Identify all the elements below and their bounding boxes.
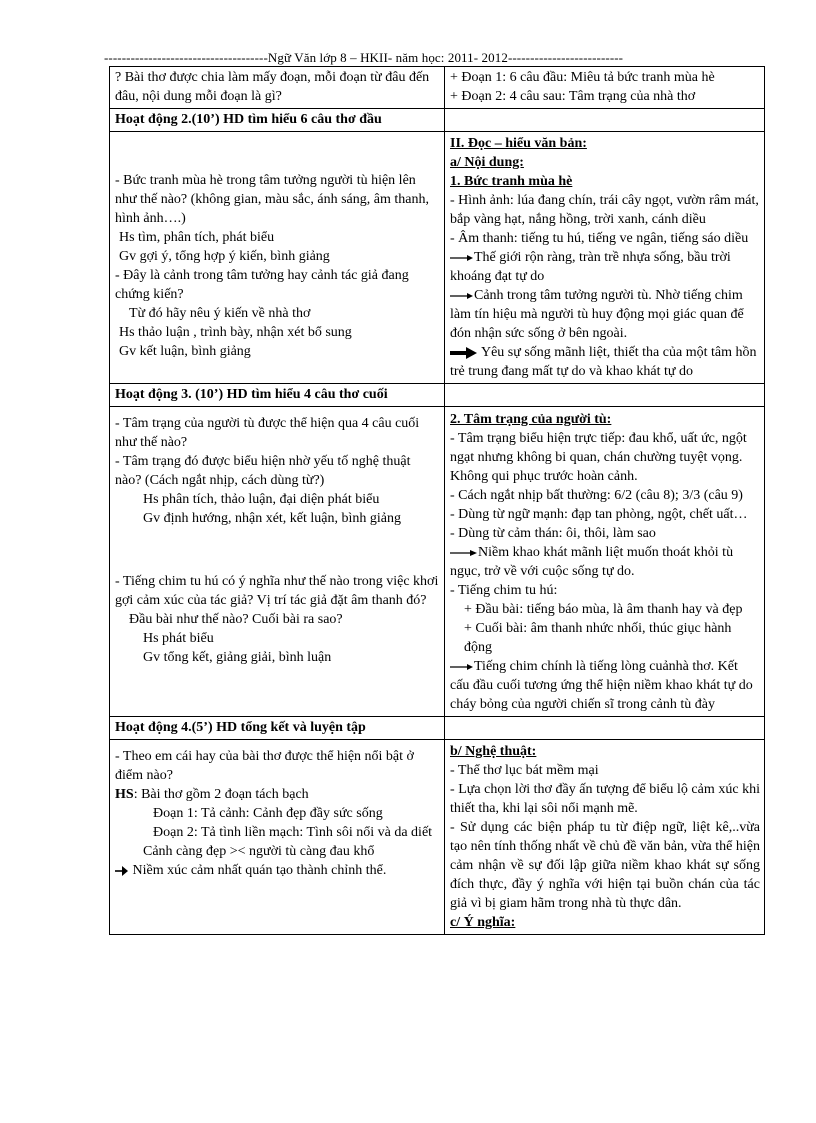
content-line: - Dùng từ ngữ mạnh: đạp tan phòng, ngột, chết uất… bbox=[450, 507, 748, 522]
arrow-right-icon bbox=[450, 663, 474, 671]
activity-line: Đoạn 2: Tả tình liền mạch: Tình sôi nổi và da diết bbox=[153, 825, 433, 840]
content-line: - Âm thanh: tiếng tu hú, tiếng ve ngân, tiếng sáo diều bbox=[450, 231, 749, 246]
section-title: Hoạt động 4.(5’) HD tổng kết và luyện tập bbox=[110, 717, 445, 740]
activity-line: Niềm xúc cảm nhất quán tạo thành chỉnh thể. bbox=[132, 863, 387, 878]
answer-cell bbox=[445, 67, 765, 109]
activity-line: : Bài thơ gồm 2 đoạn tách bạch bbox=[133, 787, 309, 802]
subheading: a/ Nội dung: bbox=[450, 155, 524, 170]
activity-line: Hs thảo luận , trình bày, nhận xét bổ sung bbox=[119, 325, 352, 340]
section-title-empty bbox=[445, 109, 765, 132]
content-line: Cảnh trong tâm tưởng người tù. Nhờ tiếng chim làm tín hiệu mà người tù huy động mọi giác quan để đón nhận sức sống ở bên ngoài. bbox=[450, 288, 744, 341]
content-line: Thế giới rộn ràng, tràn trề nhựa sống, bầu trời khoáng đạt tự do bbox=[450, 250, 731, 284]
content-line: Yêu sự sống mãnh liệt, thiết tha của một tâm hồn trẻ trung đang mất tự do và khao khát tự do bbox=[450, 345, 757, 379]
activity-line: Hs phân tích, thảo luận, đại diện phát biểu bbox=[143, 492, 380, 507]
activity-cell bbox=[110, 740, 445, 935]
section-title: Hoạt động 2.(10’) HD tìm hiểu 6 câu thơ đầu bbox=[110, 109, 445, 132]
activity-cell bbox=[110, 407, 445, 717]
question-text: ? Bài thơ được chia làm mấy đoạn, mỗi đoạn từ đâu đến đâu, nội dung mỗi đoạn là gì? bbox=[115, 70, 430, 104]
meaning-heading: c/ Ý nghĩa: bbox=[450, 915, 516, 930]
content-cell bbox=[445, 740, 765, 935]
content-line: - Sử dụng các biện pháp tu từ điệp ngữ, liệt kê,..vừa tạo nên tính thống nhất về chủ đề văn bản, vừa thể hiện cảm nhận về sự đối lập giữa niềm khao khát sự sống đích thực, đầy ý nghĩa với hiện tại buồn chán của tác giả vì bị giam hãm trong nhà tù thực dân. bbox=[450, 820, 760, 911]
arrow-right-icon bbox=[450, 292, 474, 300]
content-line: - Hình ảnh: lúa đang chín, trái cây ngọt, vườn râm mát, bắp vàng hạt, nắng hồng, trời xanh, cánh diều bbox=[450, 193, 759, 227]
answer-line: + Đoạn 1: 6 câu đầu: Miêu tả bức tranh mùa hè bbox=[450, 70, 715, 85]
page-header: -------------------------------------Ngữ Văn lớp 8 – HKII- năm học: 2011- 2012-------------------------- bbox=[104, 50, 624, 65]
content-line: + Đầu bài: tiếng báo mùa, là âm thanh hay và đẹp bbox=[464, 602, 743, 617]
content-line: - Cách ngắt nhịp bất thường: 6/2 (câu 8); 3/3 (câu 9) bbox=[450, 488, 743, 503]
activity-line: - Tâm trạng đó được biểu hiện nhờ yếu tố nghệ thuật nào? (Cách ngắt nhịp, cách dùng từ?) bbox=[115, 454, 411, 488]
arrow-right-icon bbox=[450, 549, 478, 557]
content-line: - Lựa chọn lời thơ đầy ấn tượng để biểu lộ cảm xúc khi thiết tha, khi lại sôi nổi mạnh mẽ. bbox=[450, 782, 760, 816]
table-row bbox=[110, 132, 765, 384]
content-line: - Tâm trạng biểu hiện trực tiếp: đau khổ, uất ức, ngột ngạt nhưng không bi quan, chán chường tuyệt vọng. Không qui phục trước hoàn cảnh. bbox=[450, 431, 747, 484]
hs-label: HS bbox=[115, 787, 134, 802]
section-title: Hoạt động 3. (10’) HD tìm hiểu 4 câu thơ cuối bbox=[110, 384, 445, 407]
arrow-right-icon bbox=[115, 865, 129, 877]
content-line: + Cuối bài: âm thanh nhức nhối, thúc giục hành động bbox=[464, 621, 732, 655]
activity-line: Gv tổng kết, giảng giải, bình luận bbox=[143, 650, 332, 665]
activity-line: - Tiếng chim tu hú có ý nghĩa như thế nào trong việc khơi gợi cảm xúc của tác giả? Vị trí tác giả đặt âm thanh đó? bbox=[115, 574, 439, 608]
arrow-right-icon bbox=[450, 254, 474, 262]
activity-line: Gv gợi ý, tổng hợp ý kiến, bình giảng bbox=[119, 249, 330, 264]
section-title-empty bbox=[445, 384, 765, 407]
item-heading: 2. Tâm trạng của người tù: bbox=[450, 412, 612, 427]
activity-line: Từ đó hãy nêu ý kiến về nhà thơ bbox=[129, 306, 311, 321]
lesson-table bbox=[109, 66, 765, 935]
content-line: Tiếng chim chính là tiếng lòng cuảnhà thơ. Kết cấu đầu cuối tương ứng thể hiện niềm khao khát tự do cháy bỏng của người chiến sĩ trong cảnh tù đày bbox=[450, 659, 753, 712]
table-row bbox=[110, 407, 765, 717]
activity-line: - Tâm trạng của người tù được thể hiện qua 4 câu cuối như thế nào? bbox=[115, 416, 420, 450]
content-line: - Thể thơ lục bát mềm mại bbox=[450, 763, 599, 778]
activity-line: Hs phát biểu bbox=[143, 631, 214, 646]
section-title-empty bbox=[445, 717, 765, 740]
section-header-row bbox=[110, 717, 765, 740]
content-line: - Tiếng chim tu hú: bbox=[450, 583, 558, 598]
section-header-row bbox=[110, 384, 765, 407]
answer-line: + Đoạn 2: 4 câu sau: Tâm trạng của nhà thơ bbox=[450, 89, 696, 104]
activity-cell bbox=[110, 132, 445, 384]
activity-line: Đoạn 1: Tả cảnh: Cảnh đẹp đầy sức sống bbox=[153, 806, 383, 821]
content-cell bbox=[445, 407, 765, 717]
activity-line: - Đây là cảnh trong tâm tưởng hay cảnh tác giả đang chứng kiến? bbox=[115, 268, 409, 302]
content-cell bbox=[445, 132, 765, 384]
activity-line: - Theo em cái hay của bài thơ được thể hiện nổi bật ở điểm nào? bbox=[115, 749, 414, 783]
activity-line: Cảnh càng đẹp >< người tù càng đau khổ bbox=[143, 844, 375, 859]
activity-line: Hs tìm, phân tích, phát biểu bbox=[119, 230, 275, 245]
art-heading: b/ Nghệ thuật: bbox=[450, 744, 537, 759]
section-heading: II. Đọc – hiểu văn bản: bbox=[450, 136, 587, 151]
table-row bbox=[110, 67, 765, 109]
activity-line: Gv định hướng, nhận xét, kết luận, bình giảng bbox=[143, 511, 402, 526]
arrow-right-bold-icon bbox=[450, 347, 478, 359]
activity-line: Gv kết luận, bình giảng bbox=[119, 344, 251, 359]
table-row bbox=[110, 740, 765, 935]
activity-line: - Bức tranh mùa hè trong tâm tưởng người tù hiện lên như thế nào? (không gian, màu sắc, ánh sáng, âm thanh, hình ảnh….) bbox=[115, 173, 429, 226]
content-line: - Dùng từ cảm thán: ôi, thôi, làm sao bbox=[450, 526, 656, 541]
item-heading: 1. Bức tranh mùa hè bbox=[450, 174, 573, 189]
content-line: Niềm khao khát mãnh liệt muốn thoát khỏi tù ngục, trở về với cuộc sống tự do. bbox=[450, 545, 734, 579]
question-cell bbox=[110, 67, 445, 109]
section-header-row bbox=[110, 109, 765, 132]
activity-line: Đầu bài như thế nào? Cuối bài ra sao? bbox=[129, 612, 343, 627]
